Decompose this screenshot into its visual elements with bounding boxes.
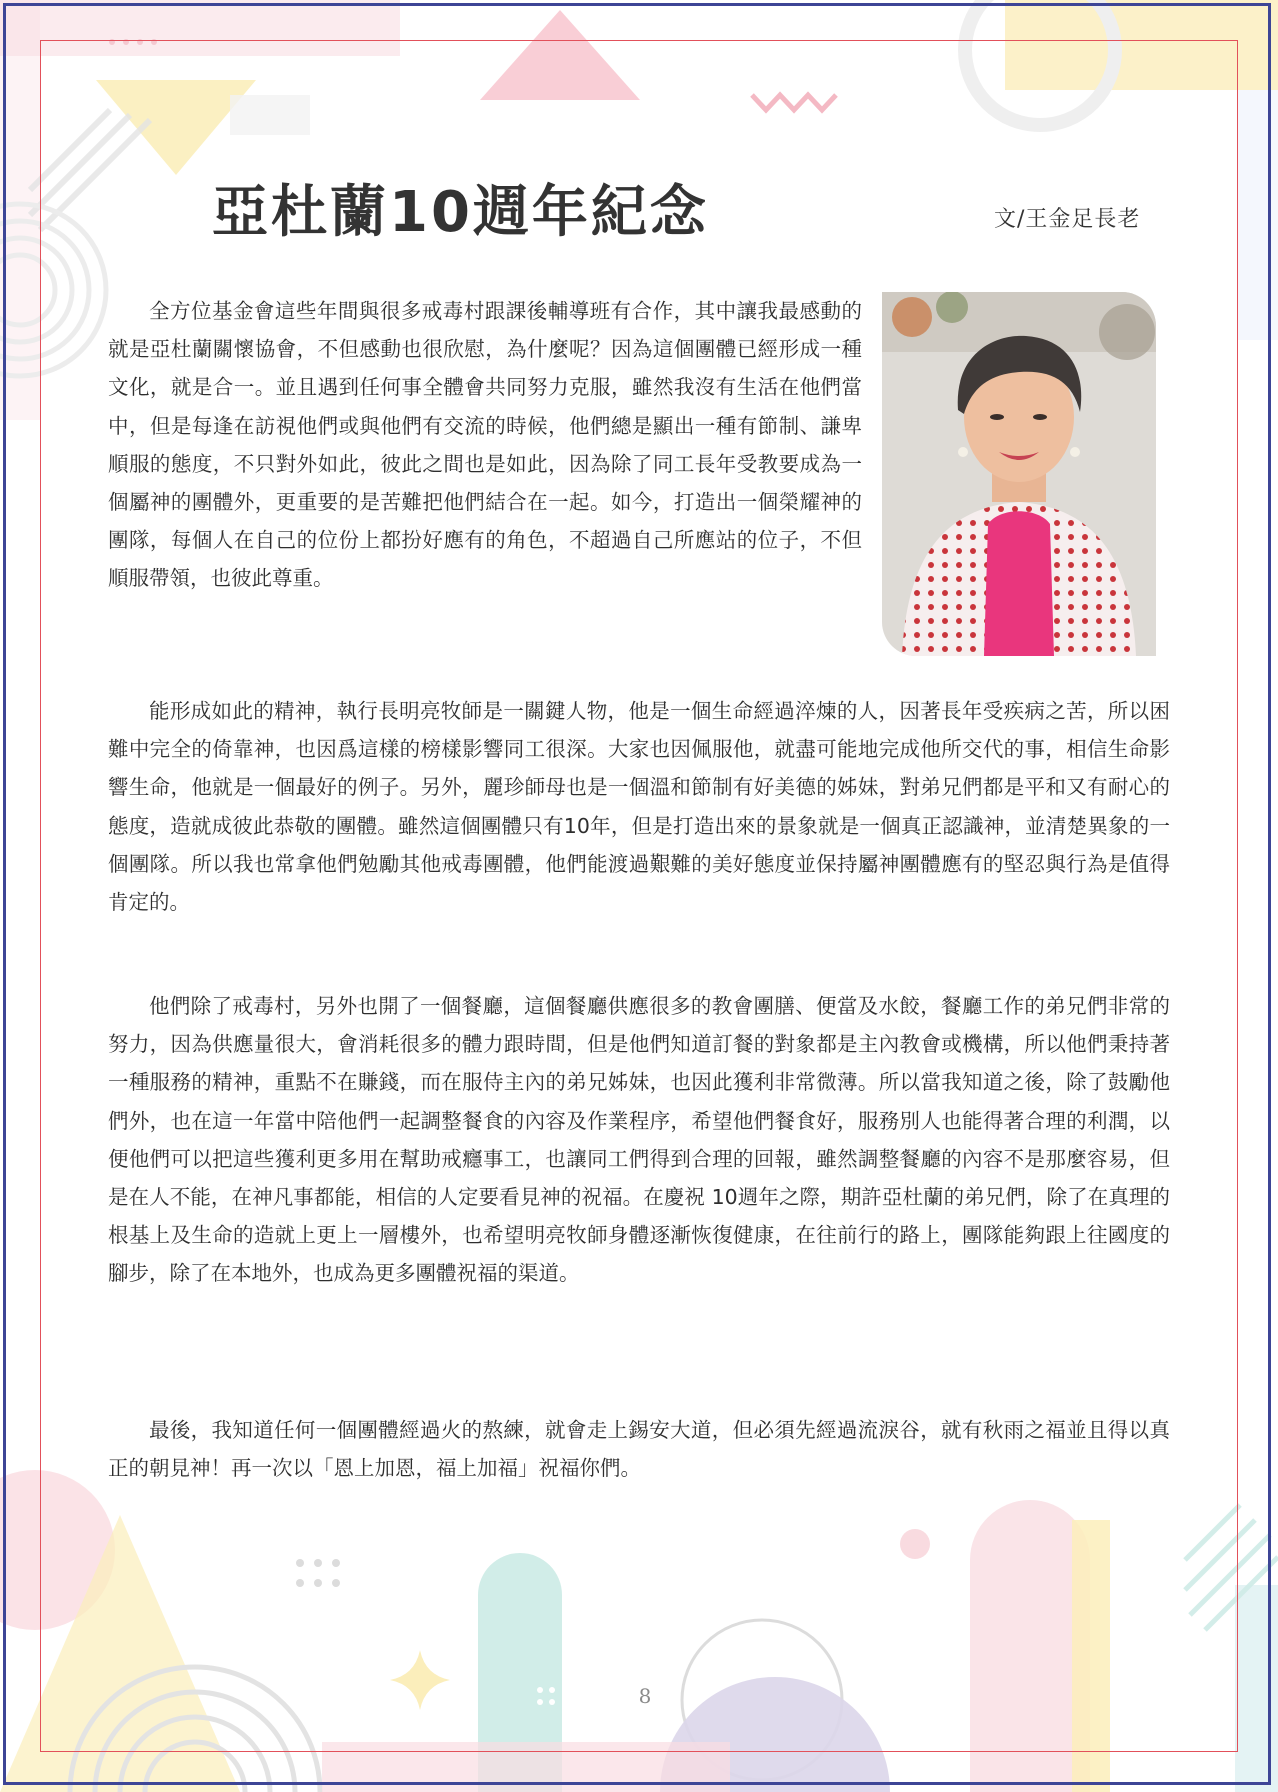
- page-number: 8: [638, 1684, 652, 1708]
- article-author: 文/王金足長老: [994, 207, 1141, 232]
- author-portrait: [882, 292, 1156, 656]
- paragraph-4: 最後，我知道任何一個團體經過火的熬練，就會走上錫安大道，但必須先經過流淚谷，就有秋雨之福並且得以真正的朝見神！再一次以「恩上加恩，福上加福」祝福你們。: [108, 1418, 1170, 1481]
- article-title: 亞杜蘭10週年紀念: [212, 180, 709, 245]
- paragraph-2: 能形成如此的精神，執行長明亮牧師是一關鍵人物，他是一個生命經過淬煉的人，因著長年受疾病之苦，所以困難中完全的倚靠神，也因爲這樣的榜樣影響同工很深。大家也因佩服他，就盡可能地完成他所交代的事，相信生命影響生命，他就是一個最好的例子。另外，麗珍師母也是一個溫和節制有好美德的姊妹，對弟兄們都是平和又有耐心的態度，造就成彼此恭敬的團體。雖然這個團體只有10年，但是打造出來的景象就是一個真正認識神，並清楚異象的一個團隊。所以我也常拿他們勉勵其他戒毒團體，他們能渡過艱難的美好態度並保持屬神團體應有的堅忍與行為是值得肯定的。: [108, 699, 1170, 915]
- paragraph-3: 他們除了戒毒村，另外也開了一個餐廳，這個餐廳供應很多的教會團膳、便當及水餃，餐廳工作的弟兄們非常的努力，因為供應量很大，會消耗很多的體力跟時間，但是他們知道訂餐的對象都是主內教會或機構，所以他們秉持著一種服務的精神，重點不在賺錢，而在服侍主內的弟兄姊妹，也因此獲利非常微薄。所以當我知道之後，除了鼓勵他們外，也在這一年當中陪他們一起調整餐食的內容及作業程序，希望他們餐食好，服務別人也能得著合理的利潤，以便他們可以把這些獲利更多用在幫助戒癮事工，也讓同工們得到合理的回報，雖然調整餐廳的內容不是那麼容易，但是在人不能，在神凡事都能，相信的人定要看見神的祝福。在慶祝 10週年之際，期許亞杜蘭的弟兄們，除了在真理的根基上及生命的造就上更上一層樓外，也希望明亮牧師身體逐漸恢復健康，在往前行的路上，團隊能夠跟上往國度的腳步，除了在本地外，也成為更多團體祝福的渠道。: [108, 994, 1170, 1286]
- paragraph-1: 全方位基金會這些年間與很多戒毒村跟課後輔導班有合作，其中讓我最感動的就是亞杜蘭關懷協會，不但感動也很欣慰，為什麼呢？因為這個團體已經形成一種文化，就是合一。並且遇到任何事全體會共同努力克服，雖然我沒有生活在他們當中，但是每逢在訪視他們或與他們有交流的時候，他們總是顯出一種有節制、謙卑順服的態度，不只對外如此，彼此之間也是如此，因為除了同工長年受教要成為一個屬神的團體外，更重要的是苦難把他們結合在一起。如今，打造出一個榮耀神的團隊，每個人在自己的位份上都扮好應有的角色，不超過自己所應站的位子，不但順服帶領，也彼此尊重。: [108, 299, 862, 591]
